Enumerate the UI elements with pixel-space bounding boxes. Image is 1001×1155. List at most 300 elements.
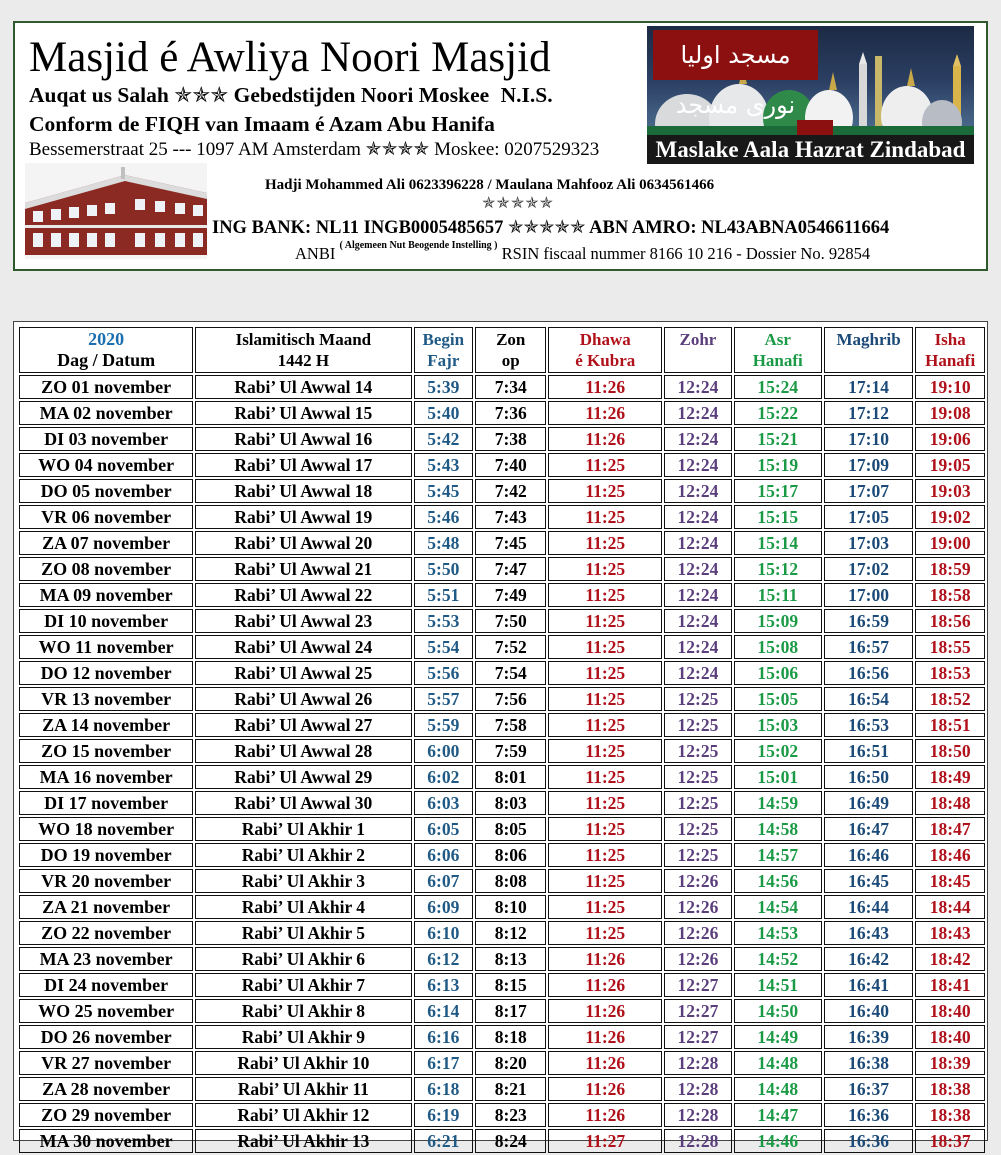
sunrise-label-2: op xyxy=(501,351,520,370)
table-row xyxy=(19,1077,985,1101)
date-cell: DI 10 november xyxy=(19,609,193,633)
asr-time-cell: 15:01 xyxy=(734,765,822,789)
fajr-time-cell: 6:10 xyxy=(414,921,474,945)
subtitle-auqat: Auqat us Salah xyxy=(29,83,169,107)
isha-time-cell: 18:48 xyxy=(915,791,985,815)
maghrib-time-cell: 16:49 xyxy=(824,791,913,815)
islamic-date-cell: Rabi’ Ul Akhir 7 xyxy=(195,973,411,997)
asr-time-cell: 14:48 xyxy=(734,1077,822,1101)
sunrise-time-cell: 7:40 xyxy=(475,453,546,477)
table-row xyxy=(19,921,985,945)
date-cell: ZA 21 november xyxy=(19,895,193,919)
dhawa-time-cell: 11:26 xyxy=(548,999,662,1023)
islamic-date-cell: Rabi’ Ul Awwal 18 xyxy=(195,479,411,503)
table-header-row xyxy=(19,327,985,373)
table-row xyxy=(19,453,985,477)
isha-time-cell: 18:56 xyxy=(915,609,985,633)
asr-time-cell: 14:56 xyxy=(734,869,822,893)
maghrib-time-cell: 17:00 xyxy=(824,583,913,607)
isha-time-cell: 18:51 xyxy=(915,713,985,737)
sunrise-time-cell: 7:42 xyxy=(475,479,546,503)
asr-time-cell: 14:46 xyxy=(734,1129,822,1153)
header-dhawa xyxy=(548,327,662,373)
sunrise-time-cell: 7:36 xyxy=(475,401,546,425)
dhawa-time-cell: 11:26 xyxy=(548,1025,662,1049)
sunrise-time-cell: 7:54 xyxy=(475,661,546,685)
zohr-time-cell: 12:27 xyxy=(664,973,731,997)
masjid-banner-image xyxy=(647,26,974,164)
isha-time-cell: 19:08 xyxy=(915,401,985,425)
maghrib-time-cell: 17:10 xyxy=(824,427,913,451)
islamic-date-cell: Rabi’ Ul Akhir 1 xyxy=(195,817,411,841)
isha-time-cell: 18:41 xyxy=(915,973,985,997)
maghrib-time-cell: 17:02 xyxy=(824,557,913,581)
dhawa-time-cell: 11:25 xyxy=(548,453,662,477)
fajr-time-cell: 6:19 xyxy=(414,1103,474,1127)
dhawa-time-cell: 11:25 xyxy=(548,739,662,763)
header-zohr xyxy=(664,327,731,373)
maghrib-time-cell: 17:03 xyxy=(824,531,913,555)
date-cell: DI 17 november xyxy=(19,791,193,815)
fajr-time-cell: 6:03 xyxy=(414,791,474,815)
zohr-time-cell: 12:27 xyxy=(664,999,731,1023)
zohr-time-cell: 12:25 xyxy=(664,687,731,711)
maghrib-time-cell: 16:57 xyxy=(824,635,913,659)
date-cell: ZA 07 november xyxy=(19,531,193,555)
zohr-time-cell: 12:24 xyxy=(664,609,731,633)
asr-time-cell: 14:52 xyxy=(734,947,822,971)
year-label: 2020 xyxy=(88,329,125,349)
mosque-title: Masjid é Awliya Noori Masjid xyxy=(29,34,551,81)
dhawa-time-cell: 11:26 xyxy=(548,375,662,399)
fajr-time-cell: 6:12 xyxy=(414,947,474,971)
asr-time-cell: 14:51 xyxy=(734,973,822,997)
dhawa-time-cell: 11:25 xyxy=(548,687,662,711)
isha-time-cell: 18:50 xyxy=(915,739,985,763)
date-cell: ZA 28 november xyxy=(19,1077,193,1101)
zohr-time-cell: 12:26 xyxy=(664,921,731,945)
date-cell: WO 04 november xyxy=(19,453,193,477)
asr-time-cell: 15:02 xyxy=(734,739,822,763)
header-sunrise xyxy=(475,327,546,373)
table-row xyxy=(19,895,985,919)
table-row xyxy=(19,479,985,503)
date-cell: ZO 08 november xyxy=(19,557,193,581)
subtitle-gebedstijden: Gebedstijden Noori Moskee xyxy=(233,83,490,107)
sunrise-time-cell: 8:20 xyxy=(475,1051,546,1075)
fajr-time-cell: 5:50 xyxy=(414,557,474,581)
fajr-time-cell: 5:54 xyxy=(414,635,474,659)
mosque-phone: Moskee: 0207529323 xyxy=(434,139,600,160)
islamic-date-cell: Rabi’ Ul Akhir 5 xyxy=(195,921,411,945)
date-cell: MA 16 november xyxy=(19,765,193,789)
maghrib-time-cell: 16:43 xyxy=(824,921,913,945)
fajr-time-cell: 5:48 xyxy=(414,531,474,555)
table-row xyxy=(19,401,985,425)
date-cell: DO 12 november xyxy=(19,661,193,685)
fajr-time-cell: 5:56 xyxy=(414,661,474,685)
fajr-time-cell: 6:02 xyxy=(414,765,474,789)
sunrise-time-cell: 7:50 xyxy=(475,609,546,633)
isha-time-cell: 18:59 xyxy=(915,557,985,581)
isha-time-cell: 18:52 xyxy=(915,687,985,711)
asr-time-cell: 15:03 xyxy=(734,713,822,737)
fajr-time-cell: 5:46 xyxy=(414,505,474,529)
sunrise-time-cell: 8:06 xyxy=(475,843,546,867)
day-date-label: Dag / Datum xyxy=(57,350,156,370)
bank-accounts xyxy=(212,217,889,239)
islamic-date-cell: Rabi’ Ul Awwal 26 xyxy=(195,687,411,711)
maghrib-time-cell: 16:36 xyxy=(824,1129,913,1153)
table-row xyxy=(19,843,985,867)
ing-bank-account: ING BANK: NL11 INGB0005485657 xyxy=(212,218,504,238)
zohr-time-cell: 12:24 xyxy=(664,531,731,555)
arabic-calligraphy: مسجد اولیا نوری مسجد xyxy=(653,30,818,80)
dhawa-time-cell: 11:25 xyxy=(548,505,662,529)
zohr-time-cell: 12:26 xyxy=(664,947,731,971)
fajr-label-1: Begin xyxy=(422,330,465,349)
zohr-time-cell: 12:27 xyxy=(664,1025,731,1049)
fajr-time-cell: 5:53 xyxy=(414,609,474,633)
islamic-date-cell: Rabi’ Ul Akhir 11 xyxy=(195,1077,411,1101)
dhawa-time-cell: 11:25 xyxy=(548,531,662,555)
maghrib-time-cell: 16:56 xyxy=(824,661,913,685)
isha-time-cell: 18:46 xyxy=(915,843,985,867)
maghrib-time-cell: 16:54 xyxy=(824,687,913,711)
sunrise-time-cell: 7:52 xyxy=(475,635,546,659)
asr-time-cell: 14:50 xyxy=(734,999,822,1023)
isha-time-cell: 18:45 xyxy=(915,869,985,893)
islamic-date-cell: Rabi’ Ul Awwal 28 xyxy=(195,739,411,763)
dhawa-time-cell: 11:25 xyxy=(548,869,662,893)
dhawa-time-cell: 11:26 xyxy=(548,427,662,451)
date-cell: MA 09 november xyxy=(19,583,193,607)
isha-time-cell: 18:37 xyxy=(915,1129,985,1153)
fajr-time-cell: 5:51 xyxy=(414,583,474,607)
dhawa-time-cell: 11:25 xyxy=(548,843,662,867)
table-row xyxy=(19,531,985,555)
isha-time-cell: 19:06 xyxy=(915,427,985,451)
fajr-time-cell: 6:17 xyxy=(414,1051,474,1075)
sunrise-time-cell: 8:05 xyxy=(475,817,546,841)
isha-time-cell: 19:00 xyxy=(915,531,985,555)
zohr-time-cell: 12:26 xyxy=(664,895,731,919)
rsin-dossier: RSIN fiscaal nummer 8166 10 216 - Dossier No. 92854 xyxy=(501,244,871,263)
header-islamic-month xyxy=(195,327,411,373)
table-row xyxy=(19,1129,985,1153)
isha-label-1: Isha xyxy=(934,330,966,349)
date-cell: WO 18 november xyxy=(19,817,193,841)
maghrib-time-cell: 16:41 xyxy=(824,973,913,997)
asr-time-cell: 15:21 xyxy=(734,427,822,451)
header-day-date xyxy=(19,327,193,373)
address-line xyxy=(29,138,599,161)
table-row xyxy=(19,973,985,997)
maghrib-time-cell: 16:40 xyxy=(824,999,913,1023)
date-cell: DI 24 november xyxy=(19,973,193,997)
sunrise-time-cell: 8:08 xyxy=(475,869,546,893)
dhawa-time-cell: 11:25 xyxy=(548,479,662,503)
maghrib-time-cell: 17:09 xyxy=(824,453,913,477)
sunrise-time-cell: 7:38 xyxy=(475,427,546,451)
date-cell: ZO 22 november xyxy=(19,921,193,945)
timetable-body xyxy=(19,375,985,1153)
maghrib-time-cell: 16:39 xyxy=(824,1025,913,1049)
table-row xyxy=(19,375,985,399)
islamic-date-cell: Rabi’ Ul Akhir 13 xyxy=(195,1129,411,1153)
table-row xyxy=(19,427,985,451)
table-row xyxy=(19,1103,985,1127)
fajr-time-cell: 5:57 xyxy=(414,687,474,711)
islamic-date-cell: Rabi’ Ul Awwal 23 xyxy=(195,609,411,633)
asr-time-cell: 15:19 xyxy=(734,453,822,477)
header-fajr xyxy=(414,327,474,373)
table-row xyxy=(19,1025,985,1049)
sunrise-time-cell: 8:13 xyxy=(475,947,546,971)
dhawa-time-cell: 11:25 xyxy=(548,895,662,919)
isha-time-cell: 18:40 xyxy=(915,1025,985,1049)
anbi-description: ( Algemeen Nut Beogende Instelling ) xyxy=(339,239,498,251)
islamic-date-cell: Rabi’ Ul Awwal 14 xyxy=(195,375,411,399)
date-cell: ZA 14 november xyxy=(19,713,193,737)
dhawa-time-cell: 11:27 xyxy=(548,1129,662,1153)
zohr-time-cell: 12:24 xyxy=(664,453,731,477)
zohr-time-cell: 12:28 xyxy=(664,1129,731,1153)
islamic-date-cell: Rabi’ Ul Akhir 4 xyxy=(195,895,411,919)
isha-time-cell: 19:02 xyxy=(915,505,985,529)
anbi-label: ANBI xyxy=(295,244,336,263)
prayer-timetable-container xyxy=(13,321,988,1151)
dhawa-time-cell: 11:25 xyxy=(548,921,662,945)
zohr-time-cell: 12:24 xyxy=(664,557,731,581)
islamic-date-cell: Rabi’ Ul Awwal 20 xyxy=(195,531,411,555)
asr-time-cell: 14:58 xyxy=(734,817,822,841)
dhawa-time-cell: 11:25 xyxy=(548,635,662,659)
prayer-timetable xyxy=(17,325,987,1155)
table-row xyxy=(19,557,985,581)
sunrise-time-cell: 7:43 xyxy=(475,505,546,529)
maghrib-time-cell: 16:44 xyxy=(824,895,913,919)
star-icons: ✯✯✯✯ xyxy=(365,139,430,160)
fajr-time-cell: 6:07 xyxy=(414,869,474,893)
sunrise-time-cell: 7:34 xyxy=(475,375,546,399)
asr-time-cell: 15:22 xyxy=(734,401,822,425)
maghrib-time-cell: 16:42 xyxy=(824,947,913,971)
maghrib-time-cell: 17:05 xyxy=(824,505,913,529)
sunrise-time-cell: 8:01 xyxy=(475,765,546,789)
islamic-date-cell: Rabi’ Ul Awwal 25 xyxy=(195,661,411,685)
asr-time-cell: 14:57 xyxy=(734,843,822,867)
zohr-time-cell: 12:25 xyxy=(664,713,731,737)
asr-time-cell: 15:05 xyxy=(734,687,822,711)
date-cell: WO 25 november xyxy=(19,999,193,1023)
islamic-date-cell: Rabi’ Ul Akhir 3 xyxy=(195,869,411,893)
isha-time-cell: 18:47 xyxy=(915,817,985,841)
islamic-date-cell: Rabi’ Ul Akhir 9 xyxy=(195,1025,411,1049)
asr-time-cell: 14:47 xyxy=(734,1103,822,1127)
isha-time-cell: 19:10 xyxy=(915,375,985,399)
sunrise-time-cell: 8:21 xyxy=(475,1077,546,1101)
islamic-date-cell: Rabi’ Ul Awwal 30 xyxy=(195,791,411,815)
fajr-time-cell: 6:14 xyxy=(414,999,474,1023)
star-icons: ✯✯✯✯✯ xyxy=(482,195,555,212)
asr-time-cell: 14:48 xyxy=(734,1051,822,1075)
header-isha xyxy=(915,327,985,373)
sunrise-time-cell: 8:24 xyxy=(475,1129,546,1153)
date-cell: DO 05 november xyxy=(19,479,193,503)
zohr-time-cell: 12:25 xyxy=(664,791,731,815)
isha-time-cell: 18:39 xyxy=(915,1051,985,1075)
fajr-time-cell: 6:09 xyxy=(414,895,474,919)
islamic-date-cell: Rabi’ Ul Awwal 21 xyxy=(195,557,411,581)
isha-time-cell: 18:44 xyxy=(915,895,985,919)
maghrib-time-cell: 16:47 xyxy=(824,817,913,841)
fajr-time-cell: 5:42 xyxy=(414,427,474,451)
dhawa-label-2: é Kubra xyxy=(575,351,636,370)
star-icons: ✯✯✯ xyxy=(174,83,229,107)
sunrise-label-1: Zon xyxy=(496,330,526,349)
dhawa-time-cell: 11:25 xyxy=(548,609,662,633)
islamic-date-cell: Rabi’ Ul Awwal 27 xyxy=(195,713,411,737)
table-row xyxy=(19,869,985,893)
islamic-date-cell: Rabi’ Ul Akhir 8 xyxy=(195,999,411,1023)
table-row xyxy=(19,687,985,711)
date-cell: VR 06 november xyxy=(19,505,193,529)
islamic-date-cell: Rabi’ Ul Awwal 15 xyxy=(195,401,411,425)
asr-time-cell: 15:06 xyxy=(734,661,822,685)
zohr-time-cell: 12:24 xyxy=(664,583,731,607)
sunrise-time-cell: 8:18 xyxy=(475,1025,546,1049)
asr-time-cell: 14:59 xyxy=(734,791,822,815)
isha-time-cell: 18:38 xyxy=(915,1103,985,1127)
asr-time-cell: 14:53 xyxy=(734,921,822,945)
maghrib-time-cell: 16:38 xyxy=(824,1051,913,1075)
asr-time-cell: 15:08 xyxy=(734,635,822,659)
fajr-time-cell: 5:40 xyxy=(414,401,474,425)
maghrib-time-cell: 16:36 xyxy=(824,1103,913,1127)
table-row xyxy=(19,739,985,763)
isha-time-cell: 18:38 xyxy=(915,1077,985,1101)
fajr-time-cell: 6:18 xyxy=(414,1077,474,1101)
isha-label-2: Hanafi xyxy=(925,351,976,370)
star-icons: ✯✯✯✯✯ xyxy=(508,218,586,238)
sunrise-time-cell: 7:58 xyxy=(475,713,546,737)
dhawa-time-cell: 11:25 xyxy=(548,583,662,607)
fajr-time-cell: 5:39 xyxy=(414,375,474,399)
fajr-label-2: Fajr xyxy=(427,351,460,370)
asr-time-cell: 15:12 xyxy=(734,557,822,581)
date-cell: ZO 29 november xyxy=(19,1103,193,1127)
address: Bessemerstraat 25 --- 1097 AM Amsterdam xyxy=(29,139,361,160)
dhawa-time-cell: 11:26 xyxy=(548,401,662,425)
asr-time-cell: 15:15 xyxy=(734,505,822,529)
asr-label-1: Asr xyxy=(764,330,791,349)
islamic-date-cell: Rabi’ Ul Awwal 22 xyxy=(195,583,411,607)
sunrise-time-cell: 8:12 xyxy=(475,921,546,945)
isha-time-cell: 18:55 xyxy=(915,635,985,659)
zohr-time-cell: 12:24 xyxy=(664,479,731,503)
maghrib-time-cell: 16:53 xyxy=(824,713,913,737)
table-row xyxy=(19,635,985,659)
zohr-time-cell: 12:24 xyxy=(664,427,731,451)
dhawa-time-cell: 11:26 xyxy=(548,1051,662,1075)
dhawa-time-cell: 11:26 xyxy=(548,1077,662,1101)
fajr-time-cell: 6:05 xyxy=(414,817,474,841)
dhawa-time-cell: 11:25 xyxy=(548,817,662,841)
table-row xyxy=(19,791,985,815)
header-maghrib xyxy=(824,327,913,373)
fajr-time-cell: 6:00 xyxy=(414,739,474,763)
date-cell: VR 13 november xyxy=(19,687,193,711)
table-row xyxy=(19,661,985,685)
zohr-time-cell: 12:24 xyxy=(664,375,731,399)
contact-persons: Hadji Mohammed Ali 0623396228 / Maulana Mahfooz Ali 0634561466 xyxy=(265,177,715,193)
date-cell: VR 20 november xyxy=(19,869,193,893)
islamic-date-cell: Rabi’ Ul Awwal 19 xyxy=(195,505,411,529)
date-cell: DO 19 november xyxy=(19,843,193,867)
zohr-time-cell: 12:25 xyxy=(664,817,731,841)
table-row xyxy=(19,583,985,607)
table-row xyxy=(19,713,985,737)
table-row xyxy=(19,1051,985,1075)
mosque-building-image xyxy=(25,163,207,259)
table-row xyxy=(19,765,985,789)
date-cell: WO 11 november xyxy=(19,635,193,659)
dhawa-time-cell: 11:25 xyxy=(548,765,662,789)
zohr-time-cell: 12:24 xyxy=(664,661,731,685)
zohr-time-cell: 12:24 xyxy=(664,635,731,659)
fajr-time-cell: 5:59 xyxy=(414,713,474,737)
table-row xyxy=(19,505,985,529)
fajr-time-cell: 6:16 xyxy=(414,1025,474,1049)
islamic-date-cell: Rabi’ Ul Akhir 10 xyxy=(195,1051,411,1075)
dhawa-label-1: Dhawa xyxy=(579,330,631,349)
anbi-line xyxy=(295,239,871,264)
isha-time-cell: 18:42 xyxy=(915,947,985,971)
zohr-time-cell: 12:28 xyxy=(664,1103,731,1127)
asr-time-cell: 15:09 xyxy=(734,609,822,633)
fiqh-subtitle: Conform de FIQH van Imaam é Azam Abu Hanifa xyxy=(29,112,495,136)
sunrise-time-cell: 8:15 xyxy=(475,973,546,997)
maghrib-time-cell: 16:37 xyxy=(824,1077,913,1101)
fajr-time-cell: 5:43 xyxy=(414,453,474,477)
maghrib-time-cell: 16:50 xyxy=(824,765,913,789)
date-cell: DO 26 november xyxy=(19,1025,193,1049)
sunrise-time-cell: 7:49 xyxy=(475,583,546,607)
dhawa-time-cell: 11:25 xyxy=(548,713,662,737)
islamic-date-cell: Rabi’ Ul Awwal 17 xyxy=(195,453,411,477)
islamic-date-cell: Rabi’ Ul Akhir 6 xyxy=(195,947,411,971)
banner-caption: Maslake Aala Hazrat Zindabad xyxy=(647,135,974,164)
date-cell: MA 30 november xyxy=(19,1129,193,1153)
zohr-time-cell: 12:25 xyxy=(664,765,731,789)
fajr-time-cell: 6:21 xyxy=(414,1129,474,1153)
dhawa-time-cell: 11:25 xyxy=(548,661,662,685)
isha-time-cell: 18:49 xyxy=(915,765,985,789)
dhawa-time-cell: 11:26 xyxy=(548,947,662,971)
abn-amro-account: ABN AMRO: NL43ABNA0546611664 xyxy=(589,218,890,238)
isha-time-cell: 18:53 xyxy=(915,661,985,685)
isha-time-cell: 18:40 xyxy=(915,999,985,1023)
hijri-year-label: 1442 H xyxy=(277,351,330,370)
islamic-date-cell: Rabi’ Ul Awwal 24 xyxy=(195,635,411,659)
fajr-time-cell: 5:45 xyxy=(414,479,474,503)
sunrise-time-cell: 8:23 xyxy=(475,1103,546,1127)
isha-time-cell: 19:03 xyxy=(915,479,985,503)
asr-time-cell: 15:14 xyxy=(734,531,822,555)
zohr-label: Zohr xyxy=(679,330,717,349)
date-cell: ZO 15 november xyxy=(19,739,193,763)
